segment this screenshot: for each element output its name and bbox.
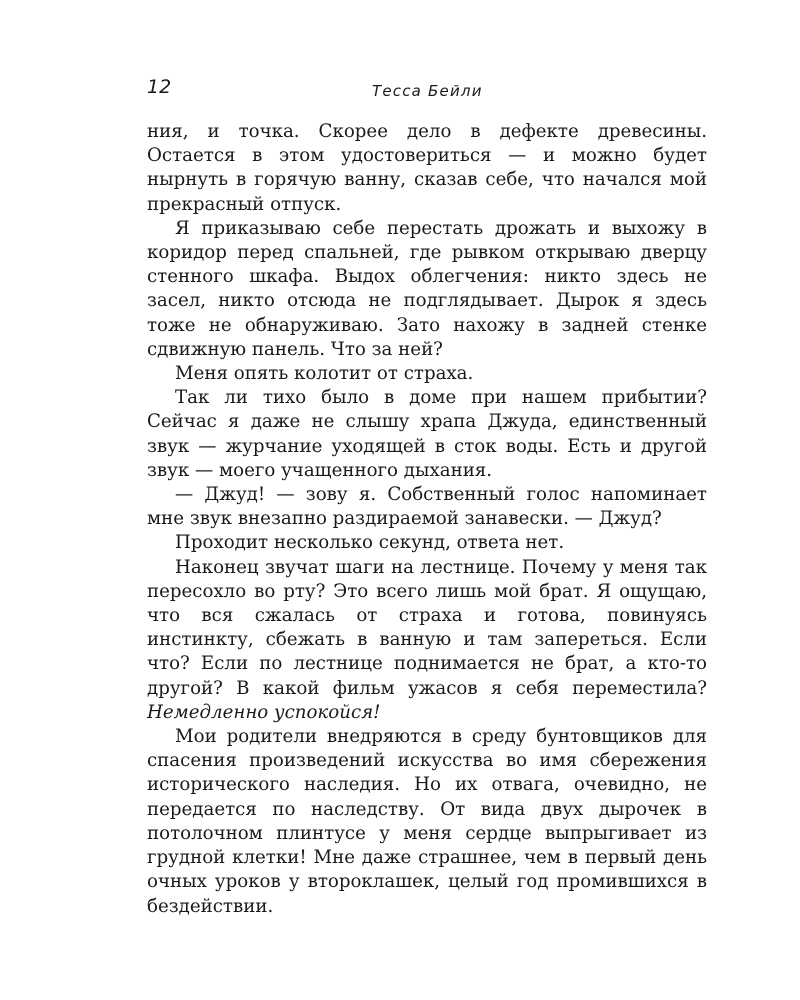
paragraph-text: Проходит несколько секунд, ответа нет.: [175, 532, 565, 554]
paragraph: [147, 531, 707, 555]
page-header: [147, 76, 707, 104]
paragraph-text: — Джуд! — зову я. Собственный голос напоминает мне звук внезапно раздираемой занавески. — Джуд?: [147, 484, 707, 530]
paragraph-text: Мои родители внедряются в среду бунтовщиков для спасения произведений искусства во имя сбережения исторического наследия. Но их отвага, очевидно, не передается по наследству. От вида двух дырочек в потолочном плинтусе у меня сердце выпрыгивает из грудной клетки! Мне даже страшнее, чем в первый день очных уроков у второклашек, целый год промившихся в бездействии.: [147, 726, 707, 917]
paragraph: [147, 362, 707, 386]
paragraph-text: Наконец звучат шаги на лестнице. Почему у меня так пересохло во рту? Это всего лишь мой брат. Я ощущаю, что вся сжалась от страха и готова, повинуясь инстинкту, сбежать в ванную и там запереться. Если что? Если по лестнице поднимается не брат, а кто-то другой? В какой фильм ужасов я себя переместила?: [147, 556, 707, 699]
paragraph: [147, 386, 707, 483]
paragraph-dialogue: [147, 483, 707, 531]
paragraph: [147, 556, 707, 725]
paragraph-text: Я приказываю себе перестать дрожать и выхожу в коридор перед спальней, где рывком открываю дверцу стенного шкафа. Выдох облегчения: никто здесь не засел, никто отсюда не подглядывает. Дырок я здесь тоже не обнаруживаю. Зато нахожу в задней стенке сдвижную панель. Что за ней?: [147, 217, 707, 360]
paragraph-text: Так ли тихо было в доме при нашем прибытии? Сейчас я даже не слышу храпа Джуда, единственный звук — журчание уходящей в сток воды. Есть и другой звук — моего учащенного дыхания.: [147, 387, 707, 481]
page-number: 12: [147, 76, 172, 98]
paragraph: [147, 217, 707, 362]
paragraph-continued: [147, 120, 707, 217]
paragraph-text: Меня опять колотит от страха.: [175, 363, 474, 385]
paragraph-text: ния, и точка. Скорее дело в дефекте древесины. Остается в этом удостовериться — и можно будет нырнуть в горячую ванну, сказав себе, что начался мой прекрасный отпуск.: [147, 121, 707, 215]
paragraph: [147, 725, 707, 919]
running-head-author: Тесса Бейли: [372, 82, 483, 100]
body-text: [147, 120, 707, 919]
paragraph-emphasis: Немедленно успокойся!: [147, 701, 381, 723]
